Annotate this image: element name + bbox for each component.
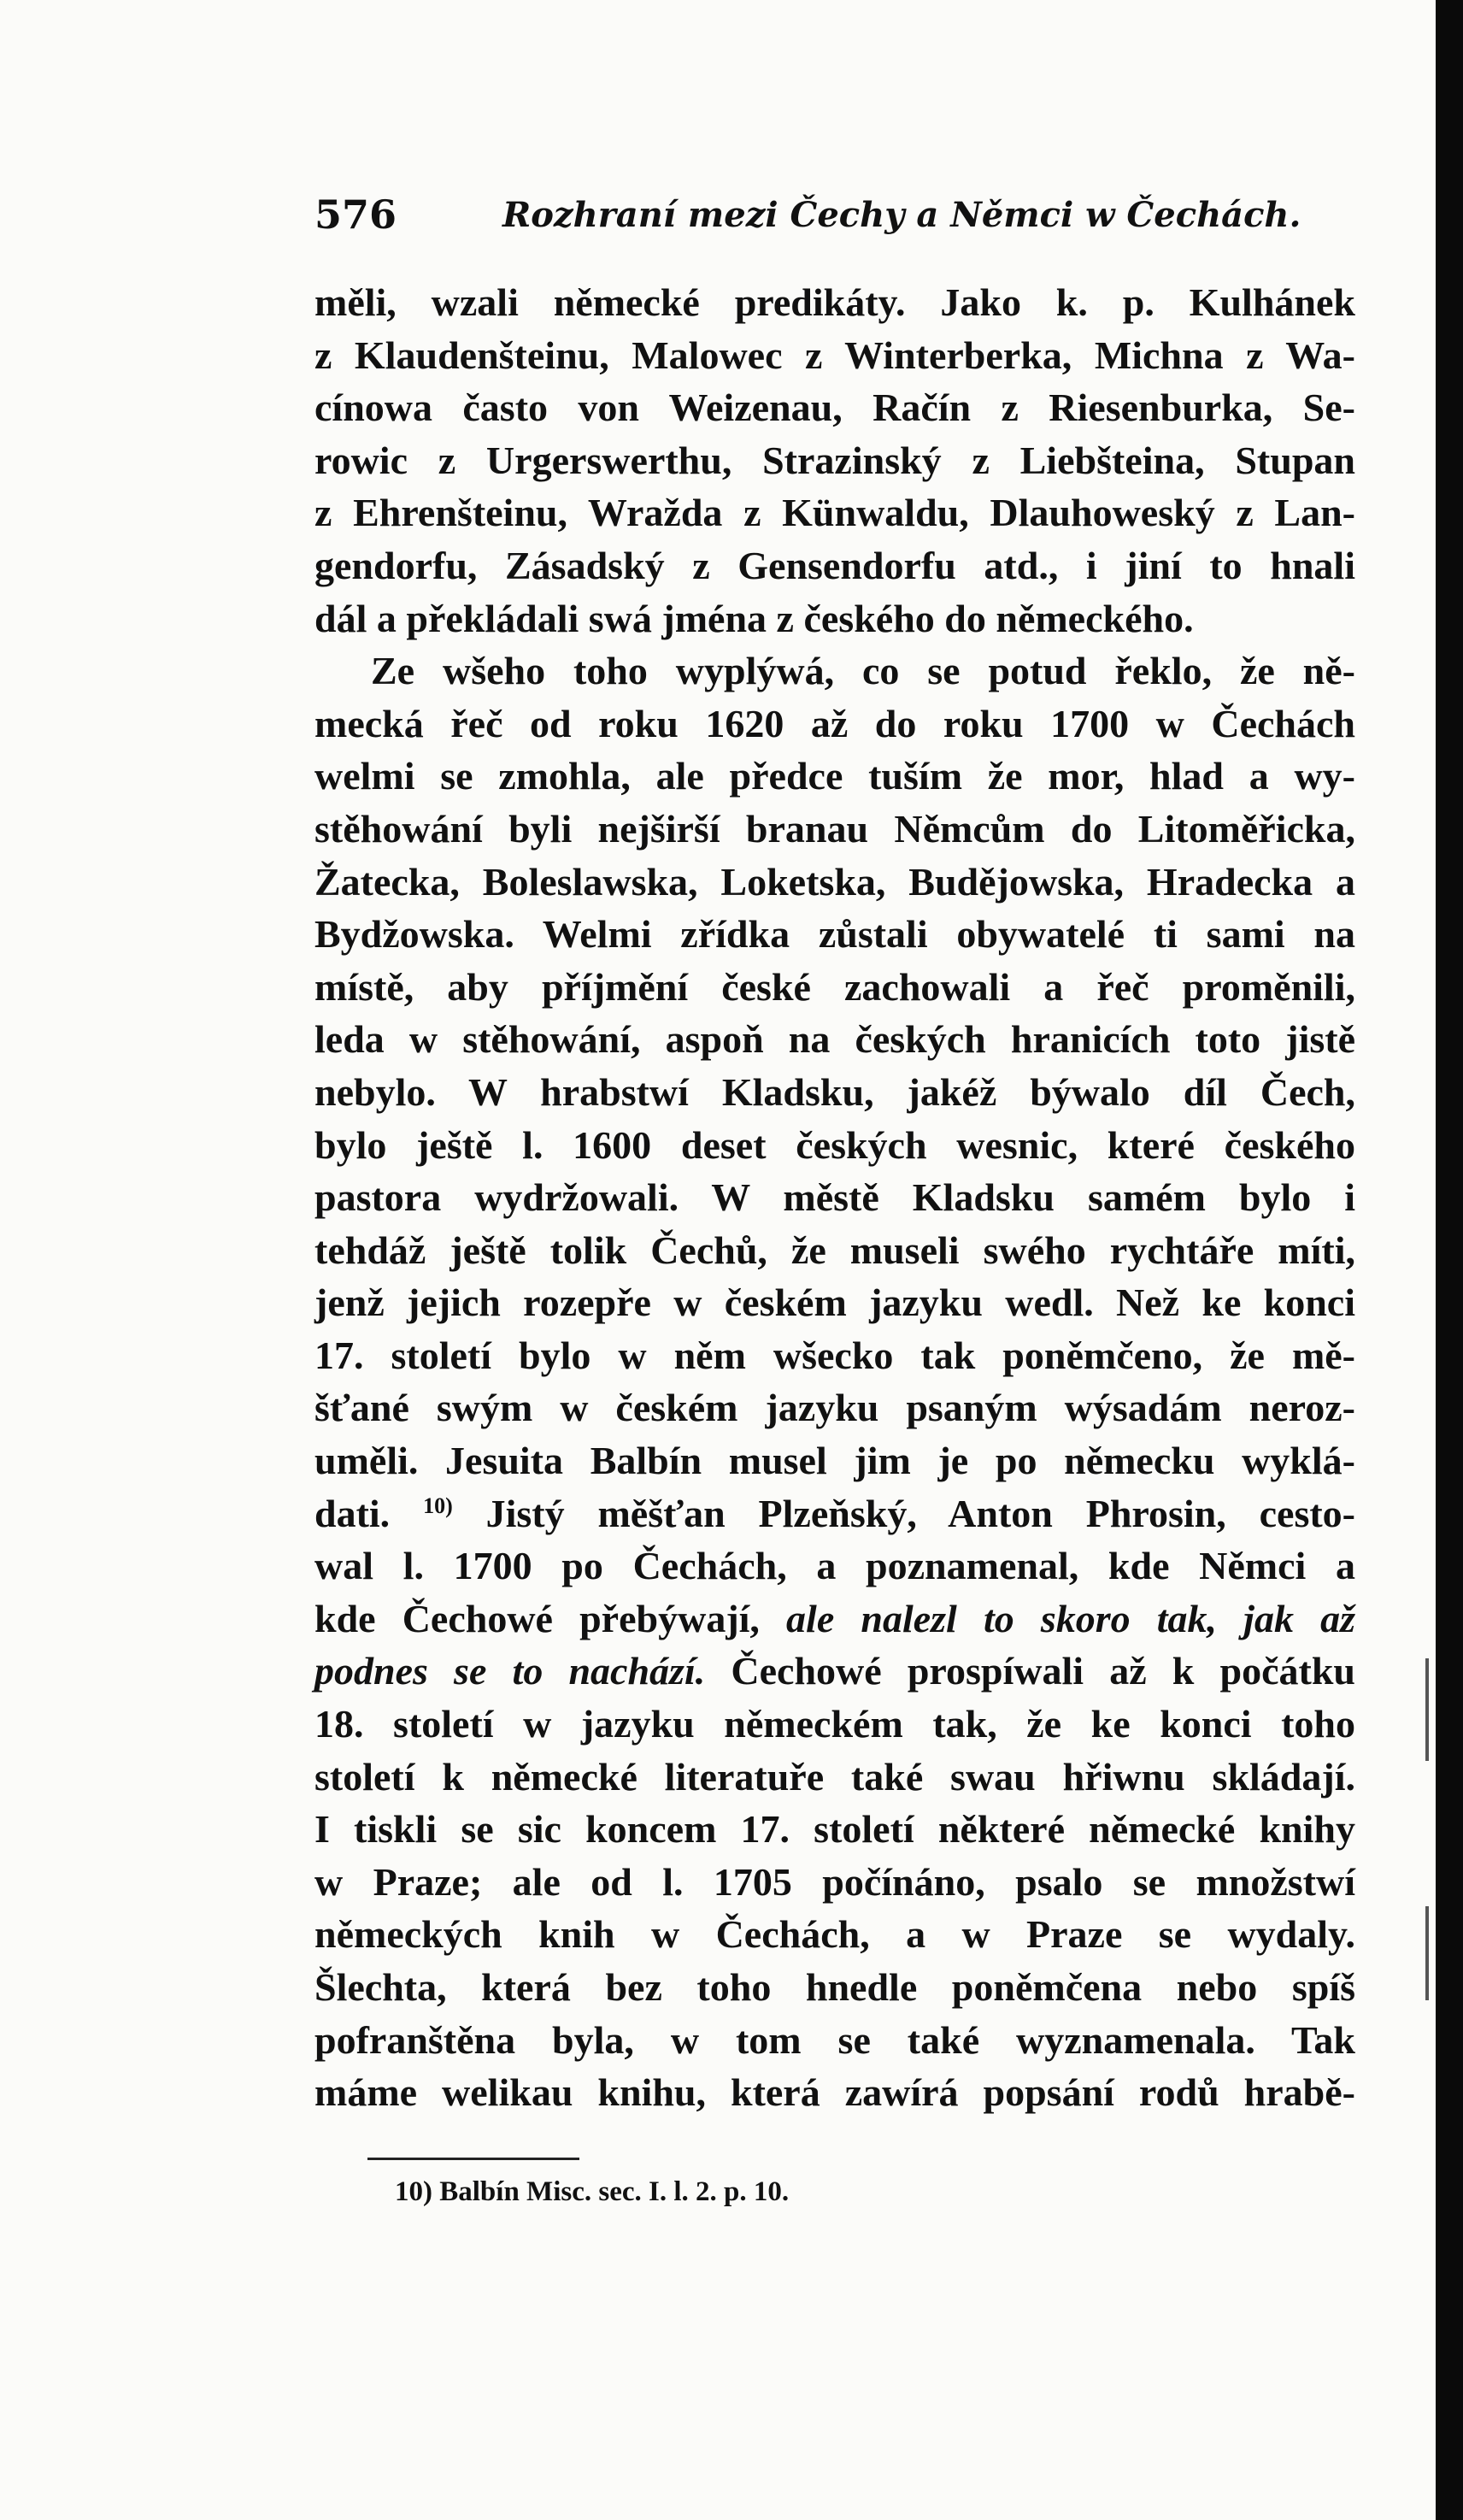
text-segment: Čechowé prospíwali až k počátku: [731, 1649, 1355, 1693]
text-line: dál a překládali swá jména z českého do německého.: [314, 596, 1194, 640]
text-line: w Praze; ale od l. 1705 počínáno, psalo se množstwí: [314, 1859, 1355, 1904]
italic-segment: ale nalezl to skoro tak, jak až: [786, 1596, 1355, 1640]
text-line: 17. století bylo w něm wšecko tak poněmčeno, že mě-: [314, 1333, 1355, 1377]
text-line: tehdáž ještě tolik Čechů, že museli swého rychtáře míti,: [314, 1228, 1355, 1272]
text-line: wal l. 1700 po Čechách, a poznamenal, kde Němci a: [314, 1544, 1355, 1588]
text-line: I tiskli se sic koncem 17. století některé německé knihy: [314, 1807, 1355, 1852]
text-line: Žatecka, Boleslawska, Loketska, Budějowska, Hradecka a: [314, 859, 1355, 904]
text-line: šťané swým w českém jazyku psaným wýsadám neroz-: [314, 1386, 1355, 1430]
running-title: Rozhraní mezi Čechy a Němci w Čechách.: [502, 195, 1301, 235]
text-segment: kde Čechowé přebýwají,: [314, 1596, 760, 1640]
text-line: Bydžowska. Welmi zřídka zůstali obywatelé ti sami na: [314, 912, 1355, 957]
text-line: pofranštěna byla, w tom se také wyznamenala. Tak: [314, 2017, 1355, 2062]
text-line: uměli. Jesuita Balbín musel jim je po německu wyklá-: [314, 1439, 1355, 1483]
italic-segment: podnes se to nachází.: [314, 1649, 706, 1693]
text-line: německých knih w Čechách, a w Praze se wydaly.: [314, 1912, 1355, 1957]
text-line: jenž jejich rozepře w českém jazyku wedl. Než ke konci: [314, 1281, 1355, 1325]
text-line: měli, wzali německé predikáty. Jako k. p. Kulhánek: [314, 280, 1355, 324]
scan-edge: [1436, 0, 1463, 2520]
text-line: cínowa často von Weizenau, Račín z Riesenburka, Se-: [314, 386, 1355, 430]
scan-margin-mark: [1425, 1658, 1429, 1761]
text-line: pastora wydržowali. W městě Kladsku samém bylo i: [314, 1175, 1355, 1220]
text-line: welmi se zmohla, ale předce tuším že mor, hlad a wy-: [314, 754, 1355, 798]
text-line: [314, 1645, 1355, 1698]
text-line: bylo ještě l. 1600 deset českých wesnic, které českého: [314, 1122, 1355, 1167]
footnote-reference: 10): [423, 1493, 453, 1518]
text-line: 18. století w jazyku německém tak, že ke konci toho: [314, 1702, 1355, 1746]
text-line: nebylo. W hrabstwí Kladsku, jakéž býwalo díl Čech,: [314, 1069, 1355, 1114]
body-text: [314, 276, 1355, 2119]
text-line: máme welikau knihu, která zawírá popsání rodů hrabě-: [314, 2070, 1355, 2115]
page-header: [314, 191, 1301, 243]
scan-margin-mark: [1425, 1906, 1429, 2000]
footnote: 10) Balbín Misc. sec. I. l. 2. p. 10.: [395, 2176, 790, 2207]
text-line: Šlechta, která bez toho hnedle poněmčena nebo spíš: [314, 1965, 1355, 2009]
text-line: z Klaudenšteinu, Malowec z Winterberka, Michna z Wa-: [314, 333, 1355, 377]
text-line: mecká řeč od roku 1620 až do roku 1700 w Čechách: [314, 701, 1355, 745]
text-line: místě, aby příjmění české zachowali a řeč proměnili,: [314, 964, 1355, 1009]
text-line: [314, 1593, 1355, 1646]
text-line: stěhowání byli nejširší branau Němcům do Litoměřicka,: [314, 806, 1355, 851]
text-line: z Ehrenšteinu, Wražda z Künwaldu, Dlauhoweský z Lan-: [314, 491, 1355, 535]
text-line: rowic z Urgerswerthu, Strazinský z Liebšteina, Stupan: [314, 438, 1355, 482]
text-line: gendorfu, Zásadský z Gensendorfu atd., i jiní to hnali: [314, 543, 1355, 587]
text-line: Ze wšeho toho wyplýwá, co se potud řeklo, že ně-: [371, 649, 1355, 693]
text-line: [314, 1487, 1355, 1540]
text-line: století k německé literatuře také swau hřiwnu skládají.: [314, 1754, 1355, 1799]
page-number: 576: [314, 191, 397, 238]
footnote-divider: [367, 2158, 579, 2160]
text-segment: dati.: [314, 1491, 391, 1535]
text-segment: Jistý měšťan Plzeňský, Anton Phrosin, cesto-: [485, 1491, 1355, 1535]
text-line: leda w stěhowání, aspoň na českých hranicích toto jistě: [314, 1017, 1355, 1062]
